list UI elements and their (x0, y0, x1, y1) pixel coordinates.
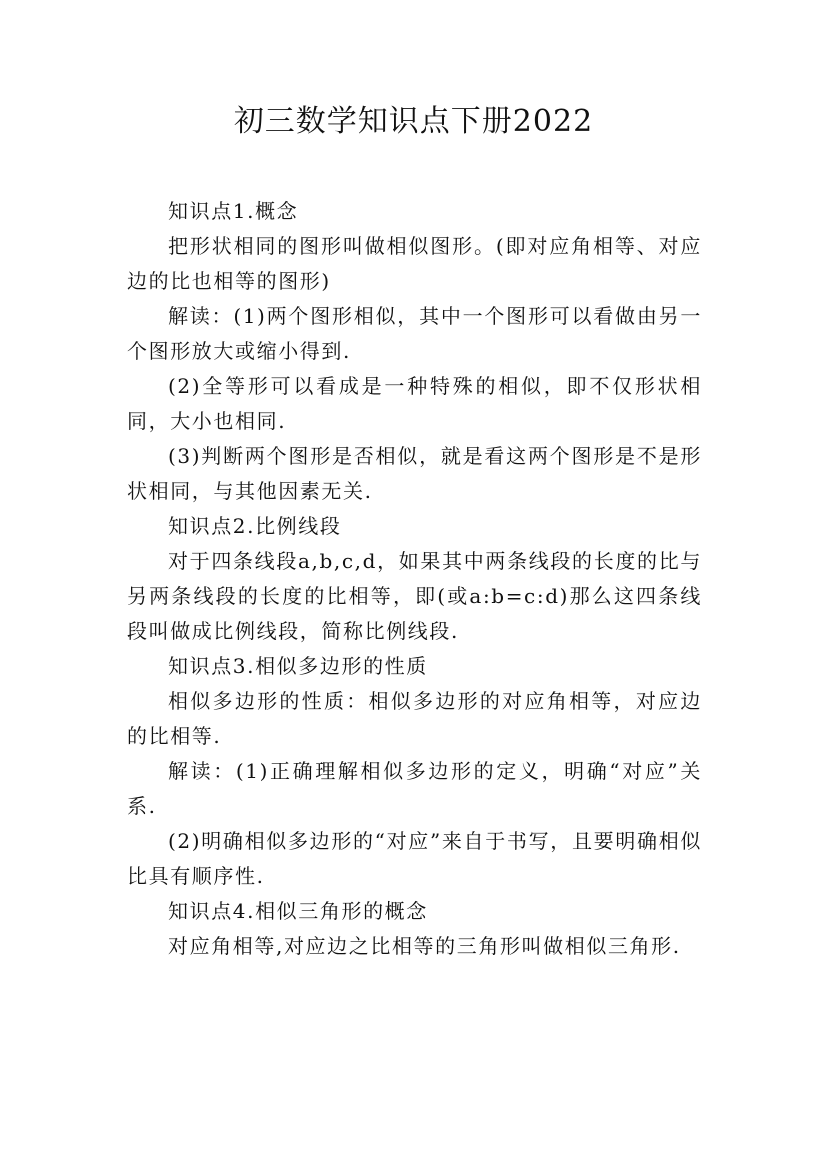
paragraph: (2)明确相似多边形的“对应”来自于书写，且要明确相似比具有顺序性. (127, 829, 702, 888)
paragraph: 把形状相同的图形叫做相似图形。(即对应角相等、对应边的比也相等的图形) (127, 234, 702, 293)
paragraph: (3)判断两个图形是否相似，就是看这两个图形是不是形状相同，与其他因素无关. (127, 444, 702, 503)
section-heading-1: 知识点1.概念 (168, 199, 299, 223)
document-title: 初三数学知识点下册2022 (233, 104, 594, 139)
section-heading-4: 知识点4.相似三角形的概念 (168, 899, 428, 923)
section-heading-3: 知识点3.相似多边形的性质 (168, 654, 428, 678)
paragraph: 对于四条线段a,b,c,d，如果其中两条线段的长度的比与另两条线段的长度的比相等，即(或a:b=c:d)那么这四条线段叫做成比例线段，简称比例线段. (127, 549, 702, 643)
paragraph: (2)全等形可以看成是一种特殊的相似，即不仅形状相同，大小也相同. (127, 374, 702, 433)
section-heading-2: 知识点2.比例线段 (168, 514, 342, 538)
paragraph: 对应角相等,对应边之比相等的三角形叫做相似三角形. (168, 934, 681, 958)
paragraph: 解读：(1)正确理解相似多边形的定义，明确“对应”关系. (127, 759, 702, 818)
document-body (127, 194, 702, 964)
paragraph: 相似多边形的性质：相似多边形的对应角相等，对应边的比相等. (127, 689, 702, 748)
paragraph: 解读：(1)两个图形相似，其中一个图形可以看做由另一个图形放大或缩小得到. (127, 304, 702, 363)
